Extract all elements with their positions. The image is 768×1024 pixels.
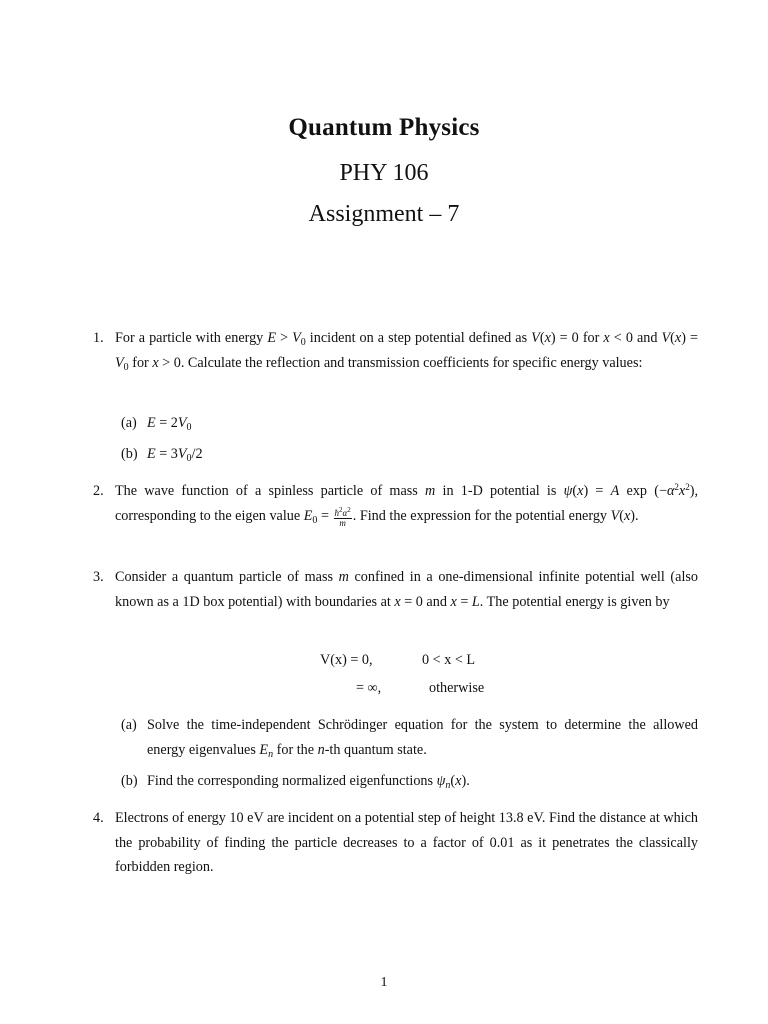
- question-text: The wave function of a spinless particle of mass m in 1-D potential is ψ(x) = A $\exp (-\alpha^2x^2)$, corresponding to the eigen value $E_0$ = $\frac{ħ^2\alpha^2}{m}$ . Find the expression for the potential energy V(x).: [115, 482, 698, 528]
- question-1: [93, 326, 698, 375]
- subquestion-1b: (b) $E = 3V_0/2$: [121, 446, 203, 464]
- question-number: 1.: [93, 330, 104, 346]
- question-2: [93, 479, 698, 528]
- equation-row-2-lhs: = ∞,: [356, 680, 382, 696]
- fraction: $\frac{ħ^2\alpha^2}{m}$: [334, 505, 351, 528]
- question-text: Consider a quantum particle of mass m confined in a one-dimensional infinite potential well (also known as a 1D box potential) with boundaries at x = 0 and x = L. The potential energy is given by: [115, 569, 699, 610]
- question-4: [93, 806, 698, 880]
- question-number: 2.: [93, 483, 104, 499]
- document-title: Quantum Physics: [288, 114, 480, 141]
- equation-row-1-condition: 0 < x < L: [422, 652, 476, 668]
- question-number: 3.: [93, 569, 104, 585]
- course-code: PHY 106: [339, 160, 429, 186]
- question-number: 4.: [93, 810, 104, 826]
- question-text: For a particle with energy $E > V_0$ incident on a step potential defined as V(x) = 0 for x < 0 and $V(x) = V_0$ for x > 0. Calculate the reflection and transmission coefficients for specific energy values:: [115, 330, 698, 373]
- assignment-label: Assignment – 7: [308, 201, 460, 227]
- subquestion-1a: (a) $E = 2V_0$: [121, 415, 192, 433]
- subquestion-3a: (a) Solve the time-independent Schrödinger equation for the system to determine the allowed energy eigenvalues $E_n$ for the n-th quantum state.: [121, 717, 698, 760]
- subquestion-3b: (b) Find the corresponding normalized eigenfunctions $\psi_n(x)$.: [121, 773, 470, 791]
- equation-row-2-condition: otherwise: [429, 680, 485, 696]
- page-number: 1: [380, 975, 388, 990]
- equation-row-1-lhs: V(x) = 0,: [320, 652, 373, 668]
- question-3: [93, 565, 698, 614]
- question-text: Electrons of energy 10 eV are incident on a potential step of height 13.8 eV. Find the distance at which the probability of finding the particle decreases to a factor of 0.01 as it penetrates the classically forbidden region.: [115, 810, 698, 875]
